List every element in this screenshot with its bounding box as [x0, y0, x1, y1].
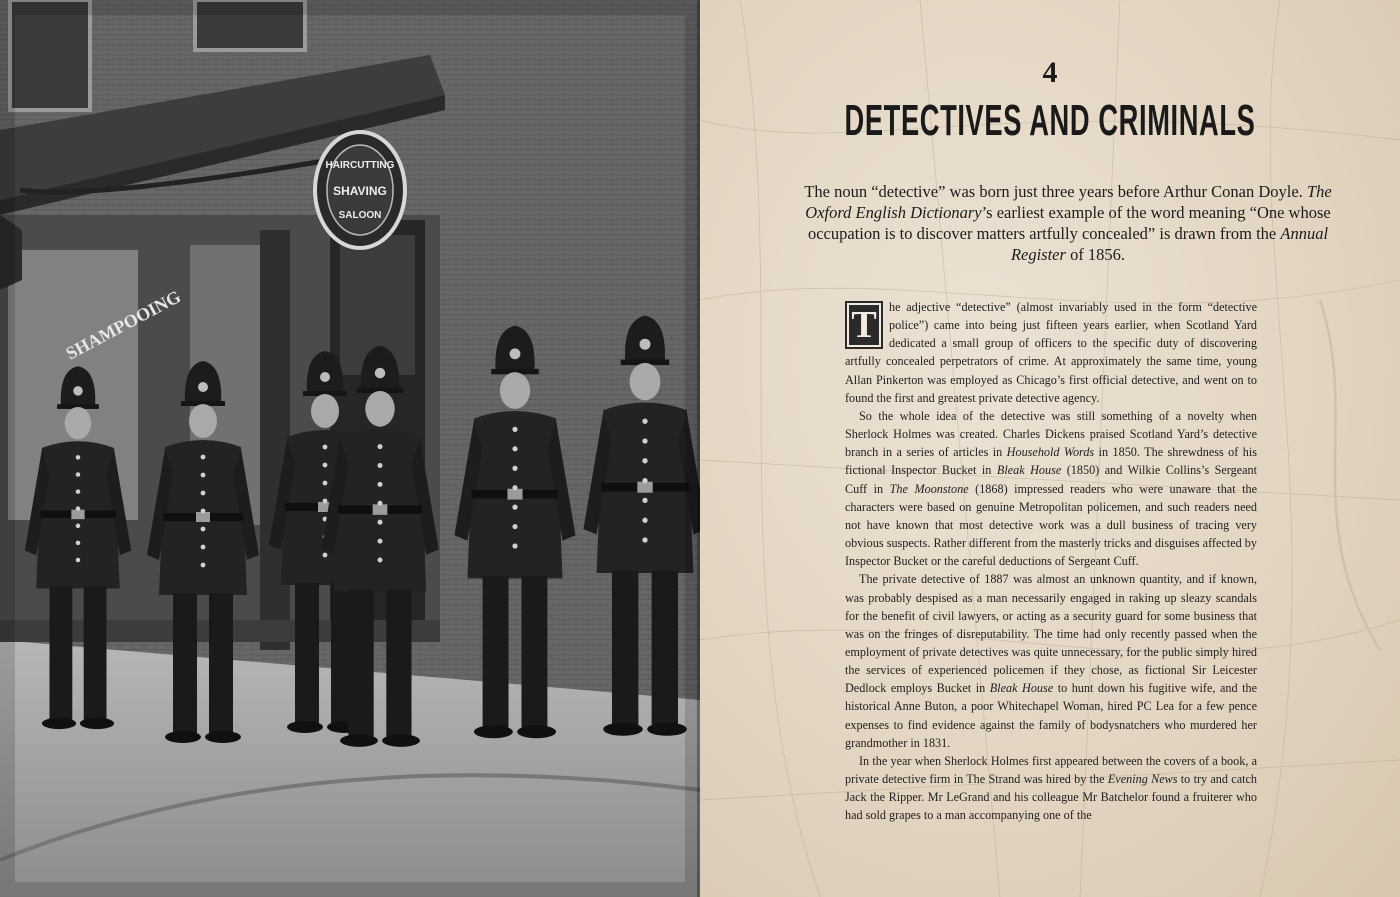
lead-text-3: of 1856. [1065, 245, 1126, 264]
body-text [845, 298, 1257, 825]
para4-text-a: In the year when Sherlock Holmes first appeared between the covers of a book, a private detective firm in The Strand was hired by the [845, 753, 1257, 787]
lead-text-1: The noun “detective” was born just three years before Arthur Conan Doyle. [804, 182, 1307, 201]
body-paragraph-3 [845, 570, 1257, 752]
chapter-title: DETECTIVES AND CRIMINALS [844, 96, 1256, 145]
body-paragraph-2 [845, 407, 1257, 570]
body-paragraph-4 [845, 752, 1257, 825]
chapter-number: 4 [1042, 56, 1058, 89]
para3-text-b: to hunt down his fugitive wife, and the historical Anne Buton, a poor Whitechapel Woman, hired PC Lea for a few pence expenses to find evidence against the family of bodysnatchers who murdered her grandmother in 1831. [845, 681, 1257, 750]
lead-text-2: ’s earliest example of the word meaning “One whose occupation is to discover matters artfully concealed” is drawn from the [807, 203, 1331, 243]
para2-text-b: in 1850. The shrewdness of his fictional Inspector Bucket in [845, 445, 1257, 478]
body-paragraph-1 [845, 298, 1257, 407]
para4-text-b: to try and catch Jack the Ripper. Mr LeGrand and his colleague Mr Batchelor found a fruiterer who had sold grapes to a man accompanying one of the [845, 772, 1258, 823]
upper-window-left [10, 0, 90, 110]
para3-italic-1: Bleak House [989, 681, 1054, 696]
pillar [260, 230, 290, 650]
sign-line-1: HAIRCUTTING [325, 160, 395, 171]
sign-line-2: SHAVING [333, 184, 387, 198]
lead-paragraph [798, 181, 1338, 265]
para1-text: he adjective “detective” (almost invariably used in the form “detective police”) came into being just fifteen years earlier, when Scotland Yard dedicated a small group of officers to the specific duty of discovering artfully concealed perpetrators of crime. At approximately the same time, young Allan Pinkerton was employed as Chicago’s first official detective, and went on to found the first and greatest private detective agency. [845, 300, 1257, 405]
para2-italic-2: Bleak House [996, 463, 1062, 478]
para3-text-a: The private detective of 1887 was almost an unknown quantity, and if known, was probably despised as a man necessarily engaged in raking up sleazy scandals for the benefit of civil lawyers, or acting as a security guard for some business that was on the fringes of disreputability. The time had only recently passed when the employment of private detectives was quite unnecessary, for the public simply hired the services of experienced policemen if they chose, as fictional Sir Leicester Dedlock employs Bucket in [845, 572, 1257, 696]
text-page [700, 0, 1400, 897]
lead-italic-annual-register: Annual Register [1010, 224, 1329, 264]
window-lettering: SHAMPOOING [62, 286, 185, 364]
para2-italic-1: Household Words [1006, 445, 1095, 460]
para2-text-c: (1850) and Wilkie Collins’s Sergeant Cuff in [845, 463, 1257, 496]
drop-cap: T [845, 301, 883, 349]
lead-italic-oed: The Oxford English Dictionary [805, 182, 1332, 222]
sign-line-3: SALOON [338, 210, 382, 221]
para2-text-a: So the whole idea of the detective was still something of a novelty when Sherlock Holmes was created. Charles Dickens praised Scotland Yard’s detective branch in a series of articles in [845, 408, 1257, 460]
para4-italic-1: Evening News [1107, 772, 1178, 787]
para2-text-d: (1868) impressed readers who were unaware that the characters were based on genuine Metropolitan policemen, and such readers need not have known that most detective work was a dull business of tracing very obvious suspects. Rather different from the masterly tricks and disguises affected by Inspector Bucket or the careful deductions of Sergeant Cuff. [845, 481, 1257, 569]
para2-italic-3: The Moonstone [889, 481, 969, 496]
